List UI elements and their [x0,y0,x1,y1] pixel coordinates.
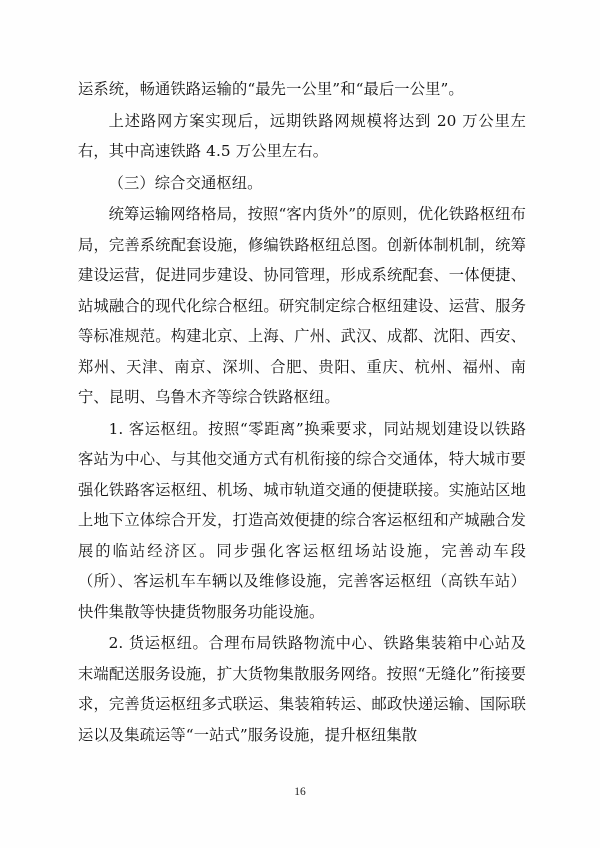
page-number: 16 [294,786,306,798]
paragraph-5-passenger-hub: 1. 客运枢纽。按照“零距离”换乘要求，同站规划建设以铁路客站为中心、与其他交通方式有机衔接的综合交通体，特大城市要强化铁路客运枢纽、机场、城市轨道交通的便捷联接。实施站区地上地下立体综合开发，打造高效便捷的综合客运枢纽和产城融合发展的临站经济区。同步强化客运枢纽场站设施，完善动车段（所）、客运机车车辆以及维修设施，完善客运枢纽（高铁车站）快件集散等快捷货物服务功能设施。 [78,419,526,621]
paragraph-1: 运系统，畅通铁路运输的“最先一公里”和“最后一公里”。 [78,80,464,98]
section-heading-comprehensive-hub: （三）综合交通枢纽。 [108,173,263,192]
paragraph-4: 统筹运输网络格局，按照“客内货外”的原则，优化铁路枢纽布局，完善系统配套设施，修编铁路枢纽总图。创新体制机制，统筹建设运营，促进同步建设、协同管理，形成系统配套、一体便捷、站城融合的现代化综合枢纽。研究制定综合枢纽建设、运营、服务等标准规范。构建北京、上海、广州、武汉、成都、沈阳、西安、郑州、天津、南京、深圳、合肥、贵阳、重庆、杭州、福州、南宁、昆明、乌鲁木齐等综合铁路枢纽。 [78,205,526,406]
paragraph-2: 上述路网方案实现后，远期铁路网规模将达到 20 万公里左右，其中高速铁路 4.5 万公里左右。 [78,111,526,160]
page-body [78,74,526,751]
paragraph-6-freight-hub: 2. 货运枢纽。合理布局铁路物流中心、铁路集装箱中心站及末端配送服务设施，扩大货物集散服务网络。按照“无缝化”衔接要求，完善货运枢纽多式联运、集装箱转运、邮政快递运输、国际联运以及集疏运等“一站式”服务设施，提升枢纽集散 [78,634,526,744]
